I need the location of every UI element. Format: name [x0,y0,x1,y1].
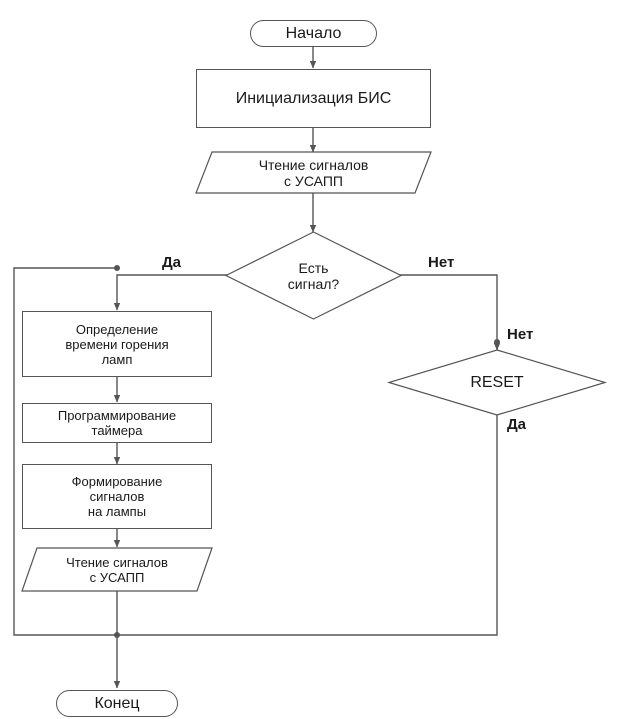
node-read-signals-2-line2: с УСАПП [89,569,145,585]
node-timer-programming-line2: таймера [91,423,143,438]
node-decision-signal-line1: Есть [298,259,329,276]
node-init [196,69,431,128]
node-start-label: Начало [285,24,342,42]
node-end [56,690,178,717]
node-lamp-time-line1: Определение [75,321,159,337]
node-read-signals-2-line1: Чтение сигналов [66,554,168,570]
node-end-label: Конец [94,694,140,712]
node-form-signals-line2: сигналов [89,489,145,504]
node-form-signals-line1: Формирование [71,474,163,489]
node-decision-signal-line2: сигнал? [287,275,340,292]
node-form-signals [22,464,212,529]
node-decision-signal-label [226,232,401,319]
node-start [250,20,377,47]
node-timer-programming [22,403,212,443]
node-read-signals-1-label [196,152,431,193]
node-read-signals-2-label [22,548,212,591]
node-lamp-time-line2: времени горения [65,336,169,352]
edge-label-no-reset: Нет [507,326,534,343]
node-decision-reset [389,350,605,415]
node-lamp-time [22,311,212,377]
node-decision-signal [226,232,401,319]
node-form-signals-line3: на лампы [87,504,147,519]
edge-label-yes-reset: Да [507,416,527,433]
node-read-signals-2 [22,548,212,591]
node-read-signals-1-line1: Чтение сигналов [258,156,369,173]
node-init-label: Инициализация БИС [235,89,392,107]
edge-label-no-signal: Нет [428,254,455,271]
edge-label-yes-signal: Да [162,254,182,271]
node-read-signals-1 [196,152,431,193]
node-timer-programming-line1: Программирование [57,408,177,423]
node-lamp-time-line3: ламп [101,351,133,367]
node-read-signals-1-line2: с УСАПП [284,172,343,189]
node-decision-reset-label: RESET [470,373,524,391]
